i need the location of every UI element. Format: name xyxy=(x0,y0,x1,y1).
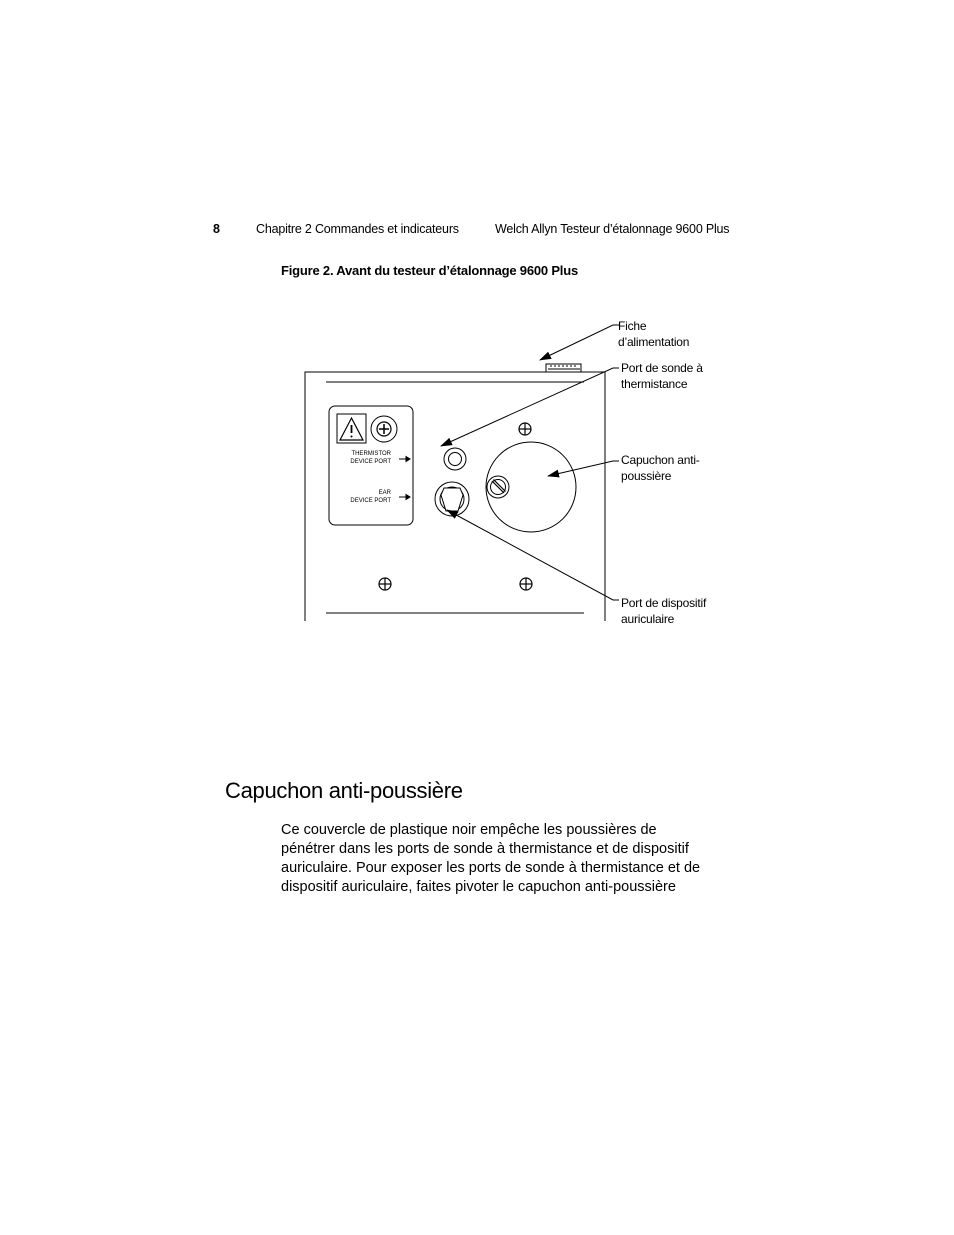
running-header-title: Welch Allyn Testeur d’étalonnage 9600 Plus xyxy=(495,222,730,236)
callout-dust-cap xyxy=(621,452,700,484)
page-number: 8 xyxy=(213,222,220,236)
section-body xyxy=(281,821,741,897)
power-plug xyxy=(546,364,581,372)
leader-thermistance xyxy=(441,368,619,446)
thermistor-label-line1: THERMISTOR xyxy=(351,451,391,457)
dust-cap-screw-icon xyxy=(487,476,509,498)
callout-power-plug xyxy=(618,318,689,350)
callout-line: poussière xyxy=(621,469,672,483)
panel-screw-icon xyxy=(371,416,397,442)
label-panel xyxy=(329,406,413,525)
screw-icon xyxy=(519,423,531,435)
screw-icon xyxy=(520,578,532,590)
callout-line: thermistance xyxy=(621,377,688,391)
callout-line: Port de dispositif xyxy=(621,596,707,610)
callout-line: d’alimentation xyxy=(618,335,690,349)
callout-line: Port de sonde à xyxy=(621,361,703,375)
leader-fiche xyxy=(540,325,619,360)
callout-ear-port xyxy=(621,595,706,627)
figure-caption: Figure 2. Avant du testeur d’étalonnage 9600 Plus xyxy=(281,263,578,278)
ear-device-port xyxy=(435,482,469,516)
body-line: pénétrer dans les ports de sonde à thermistance et de dispositif xyxy=(281,841,689,857)
body-line: auriculaire. Pour exposer les ports de sonde à thermistance et de xyxy=(281,860,701,876)
thermistor-port xyxy=(444,448,466,470)
body-line: dispositif auriculaire, faites pivoter le capuchon anti-poussière xyxy=(281,879,676,895)
callout-line: Capuchon anti- xyxy=(621,453,700,467)
warning-icon xyxy=(337,414,366,443)
screw-icon xyxy=(379,578,391,590)
dust-cap xyxy=(486,442,576,532)
body-line: Ce couvercle de plastique noir empêche les poussières de xyxy=(281,822,657,838)
ear-label-line1: EAR xyxy=(378,490,391,496)
callout-line: Fiche xyxy=(618,319,647,333)
thermistor-label-line2: DEVICE PORT xyxy=(350,459,391,465)
section-title: Capuchon anti-poussière xyxy=(225,778,463,803)
running-header-chapter: Chapitre 2 Commandes et indicateurs xyxy=(256,222,459,236)
callout-line: auriculaire xyxy=(621,612,675,626)
callout-thermistor-port xyxy=(621,360,703,392)
ear-label-line2: DEVICE PORT xyxy=(350,498,391,504)
